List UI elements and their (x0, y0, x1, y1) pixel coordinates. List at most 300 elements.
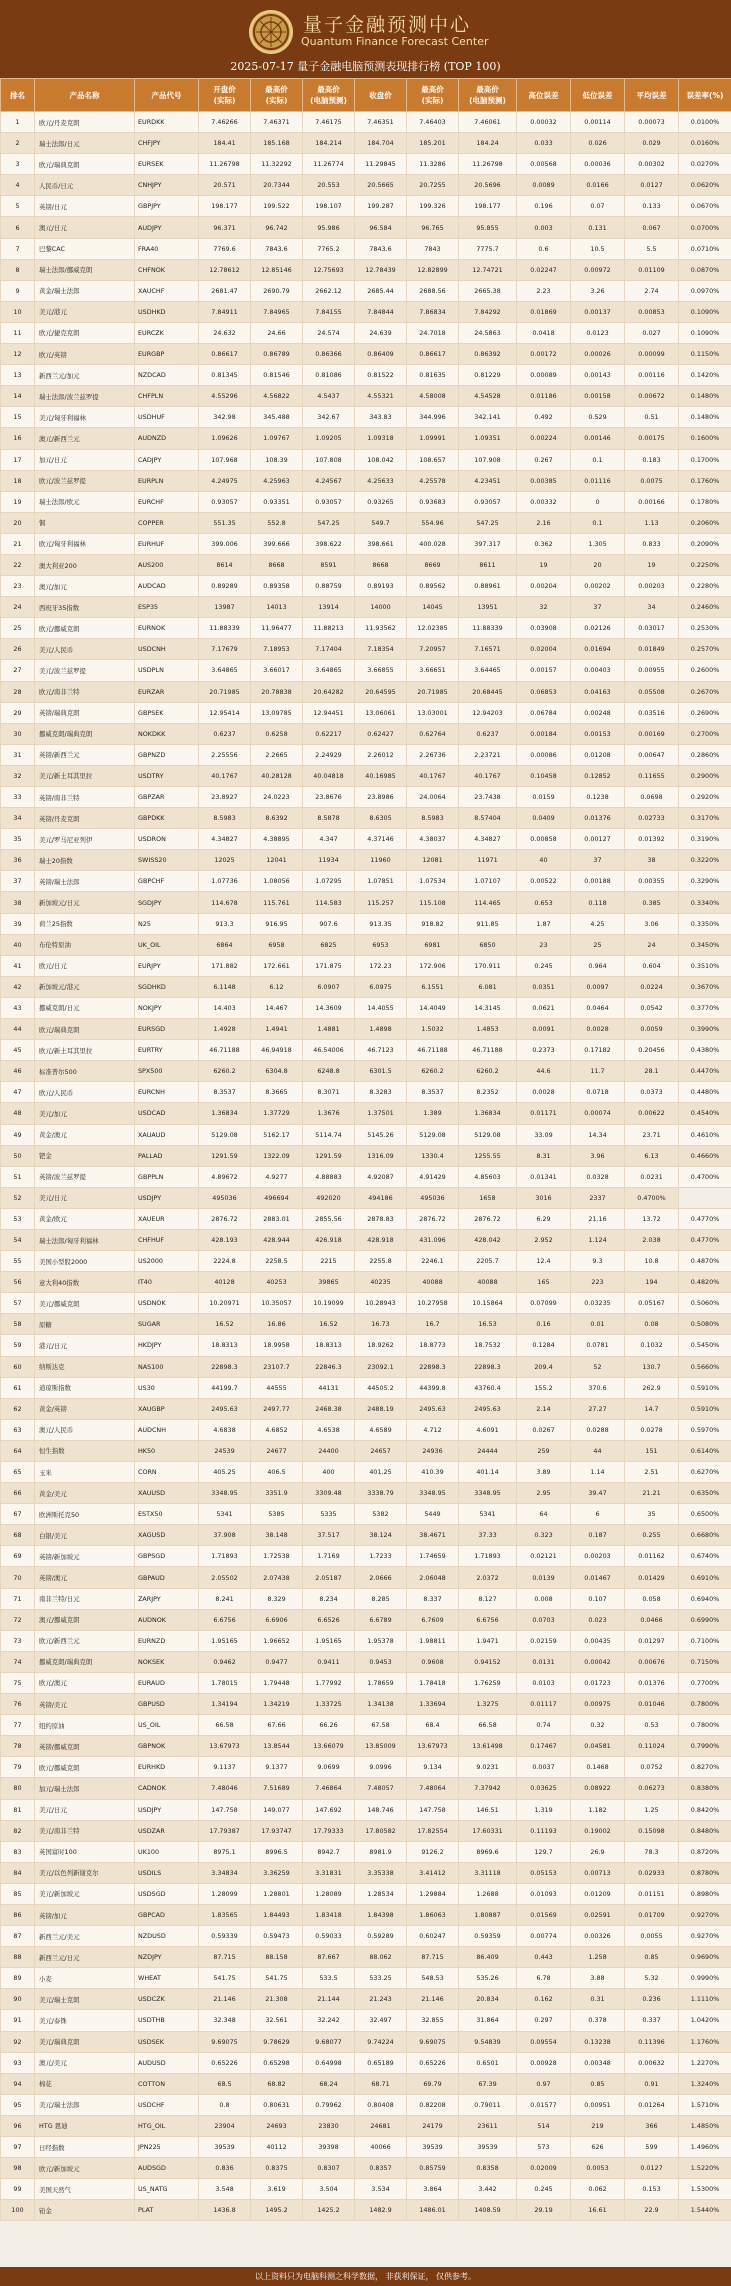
table-cell: 0.023 (571, 1609, 625, 1630)
table-cell: NOKJPY (135, 997, 199, 1018)
table-row (1, 2137, 731, 2158)
table-cell: 1.13 (625, 512, 679, 533)
table-cell: 0.6237 (459, 723, 517, 744)
table-cell: 0.31 (571, 1989, 625, 2010)
table-cell: 2.23721 (459, 744, 517, 765)
column-header (571, 79, 625, 112)
table-cell: AUDNOK (135, 1609, 199, 1630)
table-cell: 54 (1, 1229, 35, 1250)
table-cell: 37.517 (303, 1525, 355, 1546)
table-row (1, 133, 731, 154)
table-cell: 8.57404 (459, 808, 517, 829)
table-cell: 2255.8 (355, 1251, 407, 1272)
table-cell: 0.1780% (679, 491, 731, 512)
table-row (1, 1651, 731, 1672)
table-cell: 欧元/波兰兹罗提 (35, 470, 135, 491)
table-cell: 0.8375 (251, 2158, 303, 2179)
table-cell: 0.15098 (625, 1820, 679, 1841)
table-cell: 0.00073 (625, 112, 679, 133)
table-cell: USDHKD (135, 301, 199, 322)
table-cell: 29.19 (517, 2200, 571, 2221)
table-cell: 40088 (407, 1272, 459, 1293)
table-cell: 欧元/南非兰特 (35, 681, 135, 702)
table-cell: US30 (135, 1377, 199, 1398)
table-cell: 1.07736 (199, 871, 251, 892)
table-cell: 39539 (459, 2137, 517, 2158)
table-cell: 97 (1, 2137, 35, 2158)
table-row (1, 1672, 731, 1693)
table-cell: AUS200 (135, 554, 199, 575)
table-cell: 0.058 (625, 1588, 679, 1609)
table-cell: 1.86063 (407, 1904, 459, 1925)
table-cell: 0.6140% (679, 1440, 731, 1461)
table-cell: 0.17182 (571, 1040, 625, 1061)
table-cell: 0.062 (571, 2179, 625, 2200)
table-cell: 149.077 (251, 1799, 303, 1820)
table-cell: 0.10458 (517, 765, 571, 786)
table-cell: 4.6538 (303, 1419, 355, 1440)
table-cell: 0.8420% (679, 1799, 731, 1820)
table-cell: 美元/日元 (35, 1187, 135, 1208)
table-cell: 20.5696 (459, 175, 517, 196)
table-cell: 27.27 (571, 1398, 625, 1419)
table-cell: 0.59359 (459, 1926, 517, 1947)
table-cell: 16 (1, 428, 35, 449)
table-row (1, 1715, 731, 1736)
table-cell: US_NATG (135, 2179, 199, 2200)
table-cell: 405.25 (199, 1462, 251, 1483)
column-header (355, 79, 407, 112)
table-row (1, 1968, 731, 1989)
table-cell: 0.1480% (679, 407, 731, 428)
table-cell: 1.7233 (355, 1546, 407, 1567)
table-cell: 0.07099 (517, 1293, 571, 1314)
table-cell: 44199.7 (199, 1377, 251, 1398)
table-cell: 0.12852 (571, 765, 625, 786)
table-cell: 0.2700% (679, 723, 731, 744)
table-cell: CNHJPY (135, 175, 199, 196)
table-cell: 46.71188 (407, 1040, 459, 1061)
table-cell: 39.47 (571, 1483, 625, 1504)
table-cell: 0.0718 (571, 1082, 625, 1103)
table-cell: 51 (1, 1166, 35, 1187)
table-row (1, 850, 731, 871)
table-cell: 62 (1, 1398, 35, 1419)
table-cell: 瑞士法郎/欧元 (35, 491, 135, 512)
table-cell: 0.01569 (517, 1904, 571, 1925)
table-cell: 0.2600% (679, 660, 731, 681)
table-row (1, 2115, 731, 2136)
table-cell: 38.148 (251, 1525, 303, 1546)
table-cell: 17.80582 (355, 1820, 407, 1841)
table-cell: 1.09318 (355, 428, 407, 449)
table-cell: 11.26774 (303, 154, 355, 175)
table-cell: 0.00169 (625, 723, 679, 744)
table-cell: 1.09991 (407, 428, 459, 449)
table-cell: 45 (1, 1040, 35, 1061)
table-cell: 0.02121 (517, 1546, 571, 1567)
table-cell: 0.8980% (679, 1883, 731, 1904)
table-cell: 14.3145 (459, 997, 517, 1018)
table-cell: 7.51689 (251, 1778, 303, 1799)
table-cell: 53 (1, 1208, 35, 1229)
table-cell: US2000 (135, 1251, 199, 1272)
table-cell: 69 (1, 1546, 35, 1567)
table-cell: 21.144 (303, 1989, 355, 2010)
table-cell: 美元/新加坡元 (35, 1883, 135, 1904)
table-cell: 23830 (303, 2115, 355, 2136)
column-header (407, 79, 459, 112)
table-cell: 1.07107 (459, 871, 517, 892)
table-cell: 0.7800% (679, 1715, 731, 1736)
table-cell: 12.94451 (303, 702, 355, 723)
table-row (1, 1862, 731, 1883)
table-cell: 17.82554 (407, 1820, 459, 1841)
table-cell: 1.87 (517, 913, 571, 934)
table-cell: 0.00157 (517, 660, 571, 681)
table-cell: 2878.83 (355, 1208, 407, 1229)
table-cell: 14.4049 (407, 997, 459, 1018)
table-cell: 0.8270% (679, 1757, 731, 1778)
table-cell: 英镑/澳元 (35, 1567, 135, 1588)
table-cell: USDCNH (135, 639, 199, 660)
table-cell: 6 (571, 1504, 625, 1525)
table-cell: 2224.8 (199, 1251, 251, 1272)
table-cell: GBPCAD (135, 1904, 199, 1925)
table-cell: 0.7700% (679, 1672, 731, 1693)
table-cell: 0.0231 (625, 1166, 679, 1187)
table-cell: 0.3670% (679, 976, 731, 997)
table-cell: 0.1090% (679, 322, 731, 343)
table-cell: 0.4660% (679, 1145, 731, 1166)
table-cell: 1.124 (571, 1229, 625, 1250)
table-cell: 0.187 (571, 1525, 625, 1546)
table-cell: 英镑/新加坡元 (35, 1546, 135, 1567)
table-cell: SUGAR (135, 1314, 199, 1335)
table-cell: 6304.8 (251, 1061, 303, 1082)
table-cell: 瑞士法郎/日元 (35, 133, 135, 154)
table-cell: 8669 (407, 554, 459, 575)
table-cell: 39 (1, 913, 35, 934)
table-cell: 0.05153 (517, 1862, 571, 1883)
table-cell: 32.497 (355, 2010, 407, 2031)
table-cell: GBPAUD (135, 1567, 199, 1588)
table-cell: 10.19099 (303, 1293, 355, 1314)
table-cell: 184.41 (199, 133, 251, 154)
table-cell: 10.28943 (355, 1293, 407, 1314)
table-cell: 0.11024 (625, 1736, 679, 1757)
table-cell: 瑞士法郎/匈牙利福林 (35, 1229, 135, 1250)
column-header (199, 79, 251, 112)
table-cell: 11.32292 (251, 154, 303, 175)
table-cell: 40 (517, 850, 571, 871)
table-cell: 0.03908 (517, 618, 571, 639)
table-row (1, 1588, 731, 1609)
table-row (1, 217, 731, 238)
table-cell: 19 (1, 491, 35, 512)
table-cell: 0.3350% (679, 913, 731, 934)
table-row (1, 597, 731, 618)
table-cell: 0.01723 (571, 1672, 625, 1693)
table-cell: 24936 (407, 1440, 459, 1461)
table-cell: 259 (517, 1440, 571, 1461)
table-cell: 47 (1, 1082, 35, 1103)
table-cell: 496694 (251, 1187, 303, 1208)
table-cell: 3.864 (407, 2179, 459, 2200)
table-cell: 7.46403 (407, 112, 459, 133)
table-cell: 美元/挪威克朗 (35, 1293, 135, 1314)
table-cell: 69.79 (407, 2073, 459, 2094)
table-cell: 3.41412 (407, 1862, 459, 1883)
table-cell: 0.027 (625, 322, 679, 343)
table-cell: 0.2900% (679, 765, 731, 786)
table-cell: 0.00955 (625, 660, 679, 681)
table-cell: 0.9411 (303, 1651, 355, 1672)
table-cell: 40.1767 (459, 765, 517, 786)
table-cell: 32.242 (303, 2010, 355, 2031)
table-cell: 40.1767 (407, 765, 459, 786)
table-cell: 38 (1, 892, 35, 913)
table-cell: 61 (1, 1377, 35, 1398)
table-cell: 2258.5 (251, 1251, 303, 1272)
table-cell: 0.8357 (355, 2158, 407, 2179)
table-cell: 13951 (459, 597, 517, 618)
table-cell: 1.2688 (459, 1883, 517, 1904)
table-cell: 0.3990% (679, 1019, 731, 1040)
table-cell: 1.09351 (459, 428, 517, 449)
table-cell: 428.918 (355, 1229, 407, 1250)
table-cell: 4.88883 (303, 1166, 355, 1187)
table-cell: 342.67 (303, 407, 355, 428)
table-cell: 1408.59 (459, 2200, 517, 2221)
table-cell: 0.0409 (517, 808, 571, 829)
table-cell: 78 (1, 1736, 35, 1757)
table-cell: 79 (1, 1757, 35, 1778)
table-cell: 3348.95 (407, 1483, 459, 1504)
table-cell: 8611 (459, 554, 517, 575)
table-cell: 0.3220% (679, 850, 731, 871)
table-cell: 14.403 (199, 997, 251, 1018)
table-cell: 0.65226 (199, 2052, 251, 2073)
table-cell: 0.85 (625, 1947, 679, 1968)
table-cell: 552.8 (251, 512, 303, 533)
table-cell: 3309.48 (303, 1483, 355, 1504)
ranking-table (0, 78, 731, 2221)
table-cell: 108.042 (355, 449, 407, 470)
table-cell: 115.761 (251, 892, 303, 913)
column-label: 最高价 (476, 85, 499, 94)
table-cell: 7765.2 (303, 238, 355, 259)
table-cell: 澳元/加元 (35, 576, 135, 597)
table-cell: 4.347 (303, 829, 355, 850)
table-cell: 美元/日元 (35, 1799, 135, 1820)
table-cell: 2488.19 (355, 1398, 407, 1419)
table-cell: 日经指数 (35, 2137, 135, 2158)
table-cell: COTTON (135, 2073, 199, 2094)
table-row (1, 913, 731, 934)
table-cell: 41 (1, 955, 35, 976)
table-cell: 8942.7 (303, 1841, 355, 1862)
table-cell: 0.4480% (679, 1082, 731, 1103)
table-cell: 44.6 (517, 1061, 571, 1082)
table-cell: 20 (1, 512, 35, 533)
table-cell: 澳元/美元 (35, 2052, 135, 2073)
table-row (1, 1989, 731, 2010)
table-cell: 0.97 (517, 2073, 571, 2094)
table-cell: 12.94203 (459, 702, 517, 723)
table-cell: 400 (303, 1462, 355, 1483)
table-cell: 8.3665 (251, 1082, 303, 1103)
table-cell: 24 (1, 597, 35, 618)
table-cell: 2883.01 (251, 1208, 303, 1229)
table-cell: 0.6990% (679, 1609, 731, 1630)
table-row (1, 2010, 731, 2031)
table-cell: 8.127 (459, 1588, 517, 1609)
table-row (1, 1757, 731, 1778)
table-cell: 11.88339 (459, 618, 517, 639)
table-cell: 38 (625, 850, 679, 871)
column-sublabel: (实际) (213, 96, 236, 105)
table-cell: 0.00672 (625, 386, 679, 407)
table-cell: 148.746 (355, 1799, 407, 1820)
table-cell: 0.00332 (517, 491, 571, 512)
table-cell: 38.124 (355, 1525, 407, 1546)
table-cell: 20.78838 (251, 681, 303, 702)
table-cell: 6.6789 (355, 1609, 407, 1630)
table-cell: 18.9958 (251, 1335, 303, 1356)
table-cell: 1.4853 (459, 1019, 517, 1040)
table-row (1, 1567, 731, 1588)
table-cell: 0.01467 (571, 1567, 625, 1588)
table-cell: 400.028 (407, 533, 459, 554)
table-cell: 1.71893 (199, 1546, 251, 1567)
table-cell: 3.06 (625, 913, 679, 934)
table-cell: 44131 (303, 1377, 355, 1398)
table-cell: 46.54006 (303, 1040, 355, 1061)
table-cell: 37 (1, 871, 35, 892)
table-cell: 14.467 (251, 997, 303, 1018)
table-cell: 0.9608 (407, 1651, 459, 1672)
table-cell: 7.46864 (303, 1778, 355, 1799)
table-cell: 4.23451 (459, 470, 517, 491)
table-cell: 0.0131 (517, 1651, 571, 1672)
table-cell: 547.25 (459, 512, 517, 533)
table-cell: 0.196 (517, 196, 571, 217)
table-cell: 24677 (251, 1440, 303, 1461)
table-cell: EURSGD (135, 1019, 199, 1040)
table-cell: 4.25633 (355, 470, 407, 491)
table-cell: 新加坡元/日元 (35, 892, 135, 913)
table-cell: 9.54839 (459, 2031, 517, 2052)
table-cell: 8 (1, 259, 35, 280)
table-cell: 0.06784 (517, 702, 571, 723)
table-cell: 2.26012 (355, 744, 407, 765)
table-cell: 23.8676 (303, 787, 355, 808)
table-cell: 0.2570% (679, 639, 731, 660)
table-cell: 20.71985 (199, 681, 251, 702)
table-cell: 2.038 (625, 1229, 679, 1250)
table-cell: 77 (1, 1715, 35, 1736)
table-cell: 0.04581 (571, 1736, 625, 1757)
table-row (1, 723, 731, 744)
table-cell: 3348.95 (199, 1483, 251, 1504)
table-cell: 4.5437 (303, 386, 355, 407)
table-cell: 165 (517, 1272, 571, 1293)
table-cell: EURCNH (135, 1082, 199, 1103)
table-cell: 8.5878 (303, 808, 355, 829)
table-cell: 0.00036 (571, 154, 625, 175)
table-cell: 12.78612 (199, 259, 251, 280)
table-cell: AUDUSD (135, 2052, 199, 2073)
table-cell: 0.0278 (625, 1419, 679, 1440)
table-cell: 3.504 (303, 2179, 355, 2200)
table-cell: 0.00127 (571, 829, 625, 850)
table-cell: 28.1 (625, 1061, 679, 1082)
table-cell: 172.23 (355, 955, 407, 976)
table-cell: 0.964 (571, 955, 625, 976)
table-cell: 0.0075 (625, 470, 679, 491)
table-cell: 0.107 (571, 1588, 625, 1609)
table-cell: 1.4960% (679, 2137, 731, 2158)
table-cell: 港元/日元 (35, 1335, 135, 1356)
table-cell: 0.0028 (517, 1082, 571, 1103)
table-cell: 英镑/日元 (35, 196, 135, 217)
table-cell: 0.3340% (679, 892, 731, 913)
table-cell: 8.329 (251, 1588, 303, 1609)
table-cell: 0.85 (571, 2073, 625, 2094)
table-cell: 0.067 (625, 217, 679, 238)
table-cell: 9.74224 (355, 2031, 407, 2052)
table-row (1, 1019, 731, 1040)
column-header (517, 79, 571, 112)
table-cell: XAUCHF (135, 280, 199, 301)
table-cell: 4.55296 (199, 386, 251, 407)
table-cell: 欧元/丹麦克朗 (35, 112, 135, 133)
table-cell: 88.062 (355, 1947, 407, 1968)
table-cell: 6260.2 (459, 1061, 517, 1082)
table-cell: 10.8 (625, 1251, 679, 1272)
table-cell: 6.1148 (199, 976, 251, 997)
table-cell: 20.553 (303, 175, 355, 196)
table-cell: 8.3537 (407, 1082, 459, 1103)
table-cell: 1.37501 (355, 1103, 407, 1124)
table-cell: 2.25556 (199, 744, 251, 765)
table-cell: 24.5863 (459, 322, 517, 343)
table-cell: 0.00928 (517, 2052, 571, 2073)
table-row (1, 2031, 731, 2052)
table-cell: 标准普尔500 (35, 1061, 135, 1082)
table-cell: 4 (1, 175, 35, 196)
table-row (1, 428, 731, 449)
table-cell: 18 (1, 470, 35, 491)
table-cell: 0.59289 (355, 1926, 407, 1947)
table-cell: 199.326 (407, 196, 459, 217)
table-cell: 0 (571, 491, 625, 512)
table-cell: 194 (625, 1272, 679, 1293)
table-cell: 4.55321 (355, 386, 407, 407)
table-cell: 13.61498 (459, 1736, 517, 1757)
table-cell: 343.83 (355, 407, 407, 428)
table-cell: 24693 (251, 2115, 303, 2136)
table-cell: 1.78418 (407, 1672, 459, 1693)
table-cell: 0.01429 (625, 1567, 679, 1588)
table-cell: 4.34827 (199, 829, 251, 850)
table-cell: 38.4671 (407, 1525, 459, 1546)
table-cell: AUDSGD (135, 2158, 199, 2179)
table-cell: 170.911 (459, 955, 517, 976)
table-cell: 37.33 (459, 1525, 517, 1546)
table-cell: 0.02591 (571, 1904, 625, 1925)
